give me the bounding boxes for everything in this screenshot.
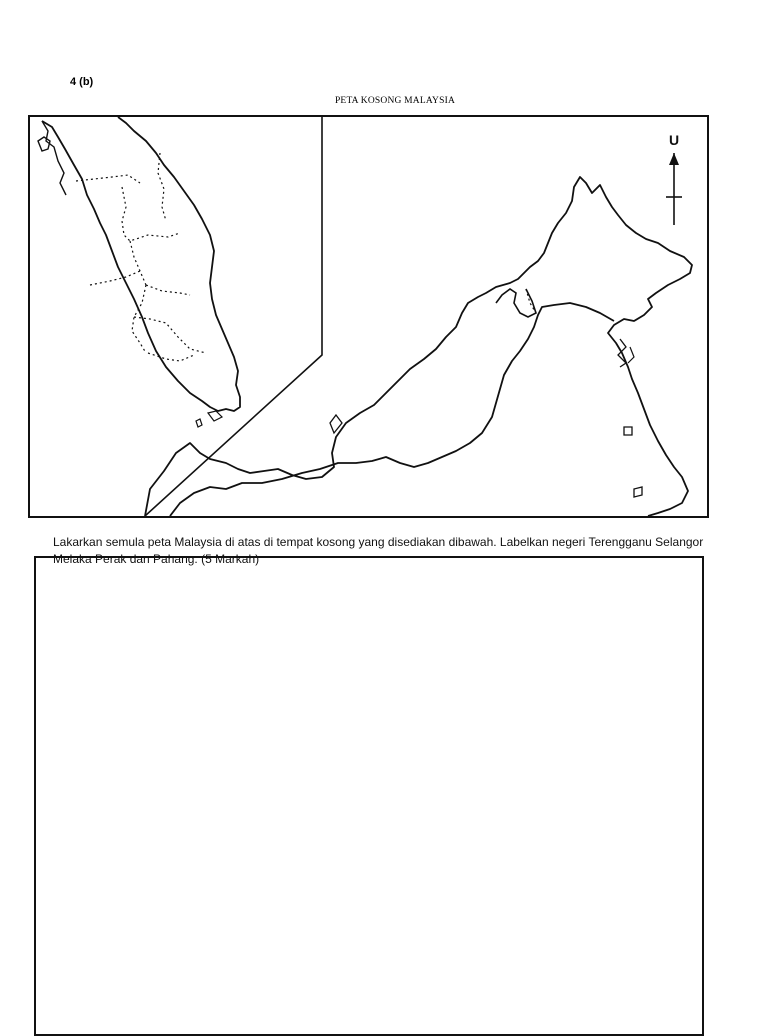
north-arrow — [666, 132, 682, 225]
peninsular-west-coast-detail — [42, 121, 66, 195]
brunei-outline — [496, 289, 536, 317]
peninsular-malaysia-outline — [42, 117, 240, 411]
map-title: PETA KOSONG MALAYSIA — [334, 96, 456, 106]
state-boundaries — [76, 153, 206, 361]
island-singapore — [208, 411, 222, 421]
island-south — [196, 419, 202, 427]
island-langkawi — [38, 137, 50, 151]
island-east — [624, 427, 632, 435]
north-arrow-label: U — [668, 132, 680, 148]
island-southeast — [634, 487, 642, 497]
question-number: 4 (b) — [70, 76, 94, 88]
blank-map-of-malaysia — [28, 115, 709, 518]
instruction-text: Lakarkan semula peta Malaysia di atas di tempat kosong yang disediakan dibawah. Labelkan negeri Terengganu Selangor Melaka Perak dan Pahang. (5 Markah) — [53, 535, 704, 566]
map-drawing — [30, 117, 707, 516]
inset-divider — [145, 117, 322, 516]
tawau-detail — [628, 347, 634, 363]
answer-sketch-box — [34, 556, 704, 1036]
